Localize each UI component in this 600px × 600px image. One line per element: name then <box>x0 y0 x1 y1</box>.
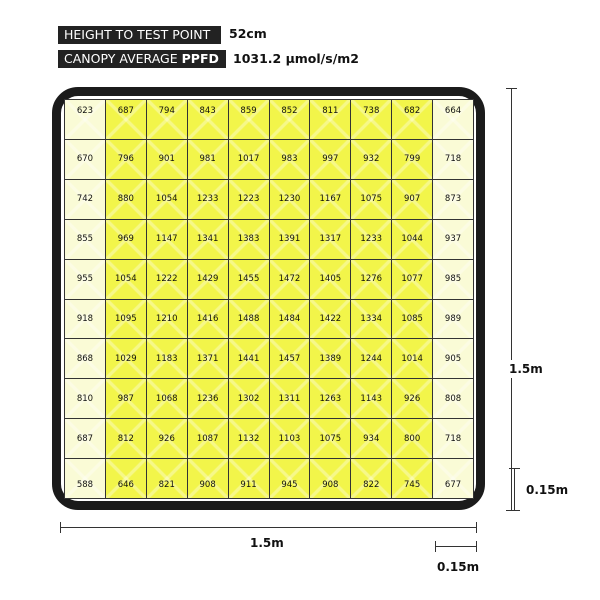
grid-cell: 1147 <box>147 220 188 260</box>
scale-h-cap-left <box>435 541 436 552</box>
width-dimension-cap-right <box>476 522 477 533</box>
grid-cell: 1230 <box>270 180 311 220</box>
grid-cell: 1422 <box>310 300 351 340</box>
grid-cell: 1484 <box>270 300 311 340</box>
grid-cell: 868 <box>65 339 106 379</box>
grid-cell: 687 <box>106 100 147 140</box>
grid-cell: 588 <box>65 459 106 499</box>
grid-cell: 800 <box>392 419 433 459</box>
grid-cell: 687 <box>65 419 106 459</box>
scale-h-cap-right <box>476 541 477 552</box>
grid-cell: 918 <box>65 300 106 340</box>
grid-cell: 1457 <box>270 339 311 379</box>
scale-v-line <box>514 468 515 510</box>
grid-cell: 1236 <box>188 379 229 419</box>
grid-cell: 983 <box>270 140 311 180</box>
grid-cell: 1389 <box>310 339 351 379</box>
grid-cell: 796 <box>106 140 147 180</box>
grid-cell: 718 <box>433 419 474 459</box>
grid-cell: 955 <box>65 260 106 300</box>
grid-cell: 799 <box>392 140 433 180</box>
grid-cell: 1075 <box>351 180 392 220</box>
grid-cell: 821 <box>147 459 188 499</box>
grid-cell: 859 <box>229 100 270 140</box>
grid-cell: 682 <box>392 100 433 140</box>
grid-cell: 873 <box>433 180 474 220</box>
width-dimension-cap-left <box>60 522 61 533</box>
height-label-bar <box>58 26 221 44</box>
height-dimension-cap-top <box>506 88 517 89</box>
grid-cell: 1472 <box>270 260 311 300</box>
grid-cell: 1233 <box>351 220 392 260</box>
grid-cell: 880 <box>106 180 147 220</box>
grid-cell: 989 <box>433 300 474 340</box>
grid-cell: 926 <box>147 419 188 459</box>
grid-cell: 1223 <box>229 180 270 220</box>
height-label-text: HEIGHT TO TEST POINT <box>64 27 211 42</box>
grid-cell: 810 <box>65 379 106 419</box>
grid-cell: 1167 <box>310 180 351 220</box>
grid-cell: 812 <box>106 419 147 459</box>
grid-cell: 1095 <box>106 300 147 340</box>
grid-cell: 1441 <box>229 339 270 379</box>
grid-cell: 987 <box>106 379 147 419</box>
grid-cell: 945 <box>270 459 311 499</box>
grid-cell: 901 <box>147 140 188 180</box>
grid-cell: 934 <box>351 419 392 459</box>
scale-v-cap-top <box>509 468 520 469</box>
grid-cell: 1391 <box>270 220 311 260</box>
grid-cell: 908 <box>310 459 351 499</box>
grid-cell: 926 <box>392 379 433 419</box>
grid-cell: 1405 <box>310 260 351 300</box>
grid-cell: 852 <box>270 100 311 140</box>
height-value: 52cm <box>229 26 267 41</box>
grid-cell: 843 <box>188 100 229 140</box>
grid-cell: 905 <box>433 339 474 379</box>
grid-cell: 855 <box>65 220 106 260</box>
grid-cell: 1103 <box>270 419 311 459</box>
grid-cell: 1263 <box>310 379 351 419</box>
grid-cell: 1276 <box>351 260 392 300</box>
grid-cell: 1054 <box>106 260 147 300</box>
grid-cell: 1317 <box>310 220 351 260</box>
grid-cell: 738 <box>351 100 392 140</box>
scale-v-label: 0.15m <box>526 483 569 497</box>
width-dimension-line <box>60 527 476 528</box>
grid-cell: 677 <box>433 459 474 499</box>
grid-cell: 1302 <box>229 379 270 419</box>
grid-cell: 937 <box>433 220 474 260</box>
grid-cell: 1222 <box>147 260 188 300</box>
grid-cell: 1334 <box>351 300 392 340</box>
grid-cell: 985 <box>433 260 474 300</box>
grid-cell: 911 <box>229 459 270 499</box>
grid-cell: 1429 <box>188 260 229 300</box>
grid-cell: 1455 <box>229 260 270 300</box>
grid-cell: 907 <box>392 180 433 220</box>
grid-cell: 664 <box>433 100 474 140</box>
grid-cell: 1311 <box>270 379 311 419</box>
grid-cell: 1233 <box>188 180 229 220</box>
grid-cell: 1416 <box>188 300 229 340</box>
grid-cell: 1371 <box>188 339 229 379</box>
scale-h-line <box>435 546 476 547</box>
grid-cell: 969 <box>106 220 147 260</box>
grid-cell: 794 <box>147 100 188 140</box>
grid-cell: 718 <box>433 140 474 180</box>
scale-h-label: 0.15m <box>437 560 480 574</box>
grid-cell: 646 <box>106 459 147 499</box>
scale-v-cap-bottom <box>509 510 520 511</box>
height-dimension-line <box>511 88 512 510</box>
grid-cell: 808 <box>433 379 474 419</box>
grid-cell: 1244 <box>351 339 392 379</box>
grid-cell: 1183 <box>147 339 188 379</box>
ppfd-label-text: CANOPY AVERAGE <box>64 51 178 66</box>
grid-cell: 1029 <box>106 339 147 379</box>
grid-cell: 742 <box>65 180 106 220</box>
grid-cell: 981 <box>188 140 229 180</box>
grid-cell: 1068 <box>147 379 188 419</box>
grid-cell: 1383 <box>229 220 270 260</box>
grid-cell: 1075 <box>310 419 351 459</box>
grid-cell: 811 <box>310 100 351 140</box>
grid-cell: 1341 <box>188 220 229 260</box>
grid-cell: 1085 <box>392 300 433 340</box>
grid-cell: 1132 <box>229 419 270 459</box>
height-dimension-label: 1.5m <box>509 362 543 376</box>
grid-cell: 908 <box>188 459 229 499</box>
grid-cell: 822 <box>351 459 392 499</box>
grid-cell: 1087 <box>188 419 229 459</box>
grid-cell: 1143 <box>351 379 392 419</box>
grid-cell: 932 <box>351 140 392 180</box>
grid-cell: 1488 <box>229 300 270 340</box>
grid-cell: 670 <box>65 140 106 180</box>
ppfd-label-bold: PPFD <box>181 51 219 66</box>
grid-cell: 1210 <box>147 300 188 340</box>
ppfd-label-bar <box>58 50 226 68</box>
grid-cell: 623 <box>65 100 106 140</box>
ppfd-value: 1031.2 µmol/s/m2 <box>233 51 359 66</box>
grid-cell: 1054 <box>147 180 188 220</box>
grid-cell: 1017 <box>229 140 270 180</box>
grid-cell: 1014 <box>392 339 433 379</box>
grid-cell: 1077 <box>392 260 433 300</box>
grid-cell: 997 <box>310 140 351 180</box>
width-dimension-label: 1.5m <box>250 536 284 550</box>
grid-cell: 1044 <box>392 220 433 260</box>
ppfd-grid <box>64 99 474 499</box>
grid-cell: 745 <box>392 459 433 499</box>
